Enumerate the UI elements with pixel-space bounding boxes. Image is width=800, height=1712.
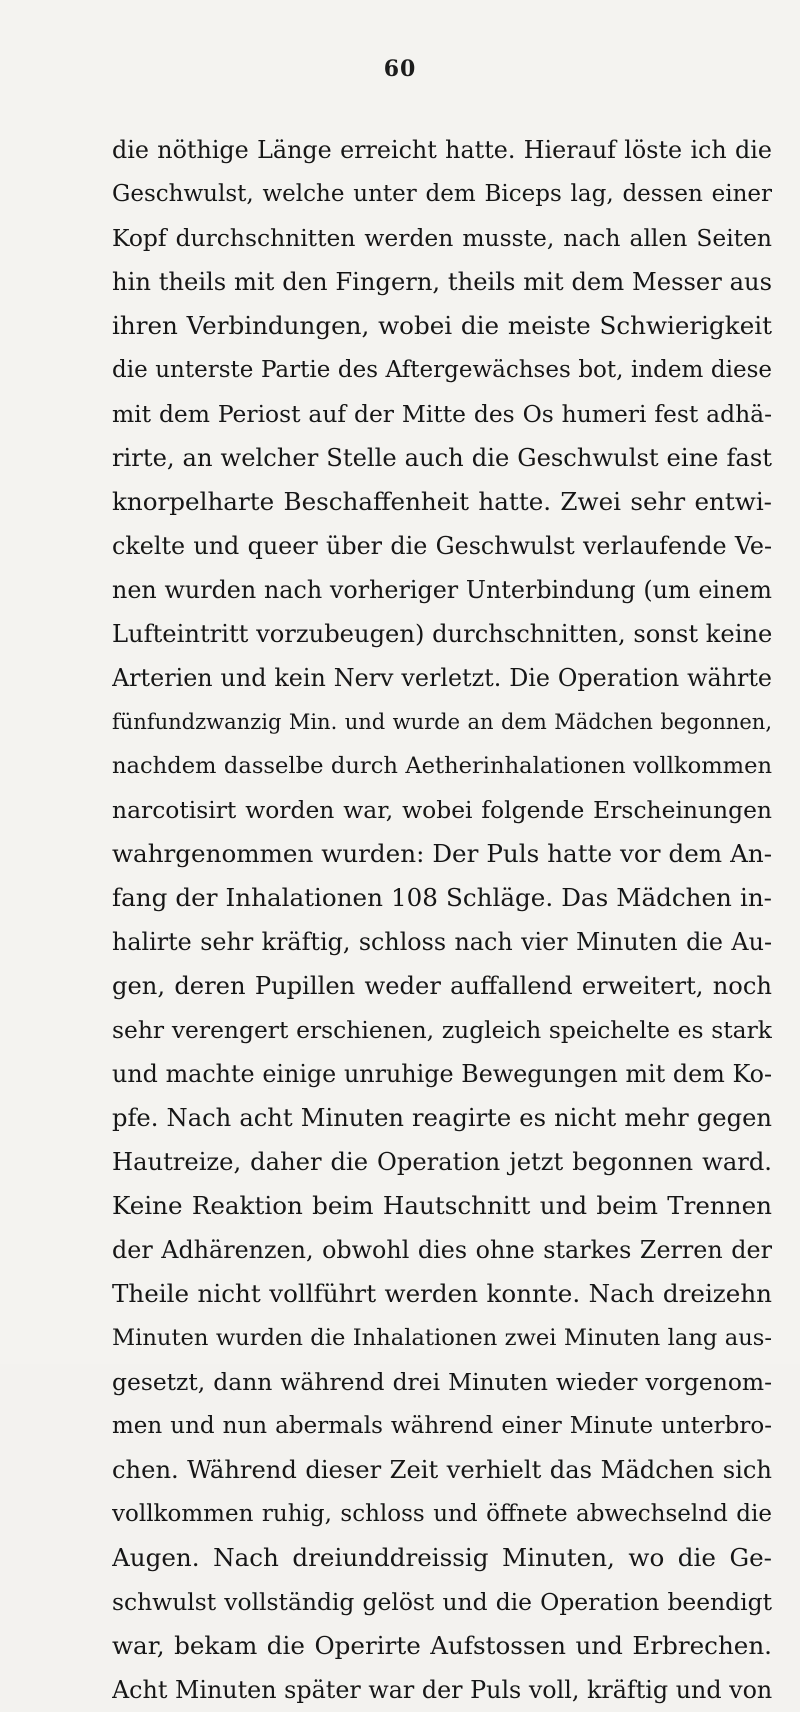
page-number: 60 [383,56,417,82]
text-line: war, bekam die Operirte Aufstossen und Erbrechen. [112,1631,772,1660]
text-line: schwulst vollständig gelöst und die Operation beendigt [112,1588,772,1616]
text-line: vollkommen ruhig, schloss und öffnete abwechselnd die [112,1501,772,1527]
text-line: die nöthige Länge erreicht hatte. Hierauf löste ich die [112,136,772,164]
text-line: gesetzt, dann während drei Minuten wieder vorgenom- [112,1368,772,1396]
text-line: die unterste Partie des Aftergewächses bot, indem diese [112,357,772,383]
text-line: Acht Minuten später war der Puls voll, kräftig und von [112,1676,772,1704]
text-line: rirte, an welcher Stelle auch die Geschwulst eine fast [112,444,772,472]
text-line: nen wurden nach vorheriger Unterbindung (um einem [112,576,772,604]
text-line: knorpelharte Beschaffenheit hatte. Zwei sehr entwi- [112,487,772,516]
text-line: Keine Reaktion beim Hautschnitt und beim Trennen [112,1191,772,1220]
text-line: der Adhärenzen, obwohl dies ohne starkes Zerren der [112,1236,772,1264]
text-line: und machte einige unruhige Bewegungen mit dem Ko- [112,1060,772,1088]
text-line: Lufteintritt vorzubeugen) durchschnitten, sonst keine [112,620,772,648]
text-line: Theile nicht vollführt werden konnte. Nach dreizehn [112,1279,772,1308]
text-line: chen. Während dieser Zeit verhielt das Mädchen sich [112,1456,772,1484]
text-line: ckelte und queer über die Geschwulst verlaufende Ve- [112,532,772,560]
text-line: fang der Inhalationen 108 Schläge. Das Mädchen in- [112,883,772,912]
text-line: halirte sehr kräftig, schloss nach vier Minuten die Au- [112,928,772,956]
text-line: nachdem dasselbe durch Aetherinhalationen vollkommen [112,753,772,779]
text-line: Geschwulst, welche unter dem Biceps lag, dessen einer [112,181,772,207]
text-line: Arterien und kein Nerv verletzt. Die Operation währte [112,664,772,692]
text-line: gen, deren Pupillen weder auffallend erweitert, noch [112,972,772,1000]
text-line: hin theils mit den Fingern, theils mit dem Messer aus [112,268,772,296]
body-text [112,128,772,1712]
text-line: wahrgenommen wurden: Der Puls hatte vor dem An- [112,839,772,868]
text-line: mit dem Periost auf der Mitte des Os humeri fest adhä- [112,400,772,428]
text-line: Hautreize, daher die Operation jetzt begonnen ward. [112,1148,772,1176]
text-line: Minuten wurden die Inhalationen zwei Minuten lang aus- [112,1325,772,1351]
text-line: sehr verengert erschienen, zugleich speichelte es stark [112,1016,772,1044]
text-line: men und nun abermals während einer Minute unterbro- [112,1413,772,1439]
text-line: ihren Verbindungen, wobei die meiste Schwierigkeit [112,311,772,340]
text-line: narcotisirt worden war, wobei folgende Erscheinungen [112,796,772,824]
text-line: Augen. Nach dreiunddreissig Minuten, wo die Ge- [112,1543,772,1572]
text-line: pfe. Nach acht Minuten reagirte es nicht mehr gegen [112,1104,772,1132]
text-line: Kopf durchschnitten werden musste, nach allen Seiten [112,224,772,252]
text-line: fünfundzwanzig Min. und wurde an dem Mädchen begonnen, [112,710,772,734]
